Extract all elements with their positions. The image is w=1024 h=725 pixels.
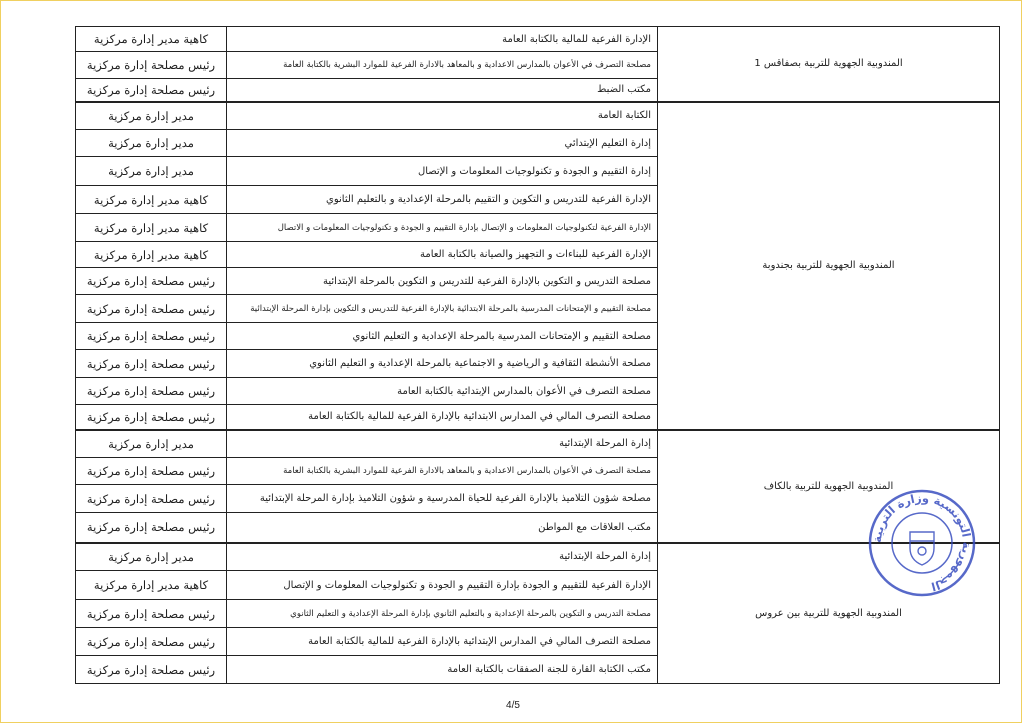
rank-cell: رئيس مصلحة إدارة مركزية xyxy=(76,628,227,656)
seal-emblem-icon xyxy=(910,532,934,565)
unit-cell: مصلحة التدريس و التكوين بالإدارة الفرعية للتدريس و التكوين بالمرحلة الإبتدائية xyxy=(227,268,658,295)
directorate-cell: المندوبية الجهوية للتربية بجندوبة xyxy=(658,102,1000,430)
unit-cell: مصلحة التقييم و الإمتحانات المدرسية بالمرحلة الإعدادية و التعليم الثانوي xyxy=(227,323,658,350)
rank-cell: رئيس مصلحة إدارة مركزية xyxy=(76,485,227,513)
table-row xyxy=(76,102,1000,130)
unit-cell: إدارة التقييم و الجودة و تكنولوجيات المعلومات و الإتصال xyxy=(227,157,658,186)
rank-cell: رئيس مصلحة إدارة مركزية xyxy=(76,378,227,405)
unit-cell: مكتب الضبط xyxy=(227,79,658,102)
rank-cell: كاهية مدير إدارة مركزية xyxy=(76,27,227,52)
rank-cell: رئيس مصلحة إدارة مركزية xyxy=(76,268,227,295)
unit-cell: إدارة التعليم الإبتدائي xyxy=(227,130,658,157)
rank-cell: كاهية مدير إدارة مركزية xyxy=(76,186,227,214)
unit-cell: مصلحة التصرف المالي في المدارس الإبتدائية بالإدارة الفرعية للمالية بالكتابة العامة xyxy=(227,628,658,656)
unit-cell: مصلحة التقييم و الإمتحانات المدرسية بالمرحلة الابتدائية بالإدارة الفرعية للتدريس و التكوين بإدارة المرحلة الإبتدائية xyxy=(227,295,658,323)
rank-cell: مدير إدارة مركزية xyxy=(76,130,227,157)
directorate-cell: المندوبية الجهوية للتربية بين عروس xyxy=(658,543,1000,684)
rank-cell: مدير إدارة مركزية xyxy=(76,157,227,186)
rank-cell: كاهية مدير إدارة مركزية xyxy=(76,571,227,600)
unit-cell: مصلحة التصرف في الأعوان بالمدارس الاعدادية و بالمعاهد بالادارة الفرعية للموارد البشرية بالكتابة العامة xyxy=(227,458,658,485)
unit-cell: مصلحة شؤون التلاميذ بالإدارة الفرعية للحياة المدرسية و شؤون التلاميذ بإدارة المرحلة الإبتدائية xyxy=(227,485,658,513)
rank-cell: رئيس مصلحة إدارة مركزية xyxy=(76,323,227,350)
unit-cell: الإدارة الفرعية للبناءات و التجهيز والصيانة بالكتابة العامة xyxy=(227,242,658,268)
seal-text: الجمهورية التونسية وزارة التربية xyxy=(869,490,975,594)
unit-cell: الإدارة الفرعية للتدريس و التكوين و التقييم بالمرحلة الإعدادية و بالتعليم الثانوي xyxy=(227,186,658,214)
table-row xyxy=(76,27,1000,52)
rank-cell: رئيس مصلحة إدارة مركزية xyxy=(76,513,227,543)
unit-cell: مصلحة التدريس و التكوين بالمرحلة الإعدادية و بالتعليم الثانوي بإدارة المرحلة الإعدادية و التعليم الثانوي xyxy=(227,600,658,628)
assignments-table xyxy=(75,26,1000,684)
rank-cell: كاهية مدير إدارة مركزية xyxy=(76,242,227,268)
unit-cell: الإدارة الفرعية للتقييم و الجودة بإدارة التقييم و الجودة و تكنولوجيات المعلومات و الإتصال xyxy=(227,571,658,600)
seal-inner-ring xyxy=(892,513,952,573)
rank-cell: رئيس مصلحة إدارة مركزية xyxy=(76,79,227,102)
unit-cell: مصلحة التصرف في الأعوان بالمدارس الاعدادية و بالمعاهد بالادارة الفرعية للموارد البشرية بالكتابة العامة xyxy=(227,52,658,79)
table-row xyxy=(76,543,1000,571)
unit-cell: مصلحة التصرف في الأعوان بالمدارس الإبتدائية بالكتابة العامة xyxy=(227,378,658,405)
unit-cell: مكتب الكتابة القارة للجنة الصفقات بالكتابة العامة xyxy=(227,656,658,684)
table-row xyxy=(76,430,1000,458)
rank-cell: رئيس مصلحة إدارة مركزية xyxy=(76,656,227,684)
rank-cell: رئيس مصلحة إدارة مركزية xyxy=(76,405,227,430)
official-seal xyxy=(867,488,977,598)
rank-cell: رئيس مصلحة إدارة مركزية xyxy=(76,350,227,378)
rank-cell: مدير إدارة مركزية xyxy=(76,102,227,130)
rank-cell: رئيس مصلحة إدارة مركزية xyxy=(76,295,227,323)
page-number: 4/5 xyxy=(506,700,520,711)
rank-cell: مدير إدارة مركزية xyxy=(76,543,227,571)
unit-cell: مكتب العلاقات مع المواطن xyxy=(227,513,658,543)
unit-cell: الكتابة العامة xyxy=(227,102,658,130)
unit-cell: الإدارة الفرعية للمالية بالكتابة العامة xyxy=(227,27,658,52)
rank-cell: رئيس مصلحة إدارة مركزية xyxy=(76,600,227,628)
rank-cell: رئيس مصلحة إدارة مركزية xyxy=(76,458,227,485)
directorate-cell: المندوبية الجهوية للتربية بالكاف xyxy=(658,430,1000,543)
unit-cell: مصلحة الأنشطة الثقافية و الرياضية و الاجتماعية بالمرحلة الإعدادية و التعليم الثانوي xyxy=(227,350,658,378)
unit-cell: إدارة المرحلة الإبتدائية xyxy=(227,543,658,571)
rank-cell: رئيس مصلحة إدارة مركزية xyxy=(76,52,227,79)
unit-cell: مصلحة التصرف المالي في المدارس الابتدائية بالإدارة الفرعية للمالية بالكتابة العامة xyxy=(227,405,658,430)
rank-cell: كاهية مدير إدارة مركزية xyxy=(76,214,227,242)
unit-cell: الإدارة الفرعية لتكنولوجيات المعلومات و الإتصال بإدارة التقييم و الجودة و تكنولوجيات المعلومات و الاتصال xyxy=(227,214,658,242)
unit-cell: إدارة المرحلة الإبتدائية xyxy=(227,430,658,458)
rank-cell: مدير إدارة مركزية xyxy=(76,430,227,458)
directorate-cell: المندوبية الجهوية للتربية بصفاقس 1 xyxy=(658,27,1000,102)
